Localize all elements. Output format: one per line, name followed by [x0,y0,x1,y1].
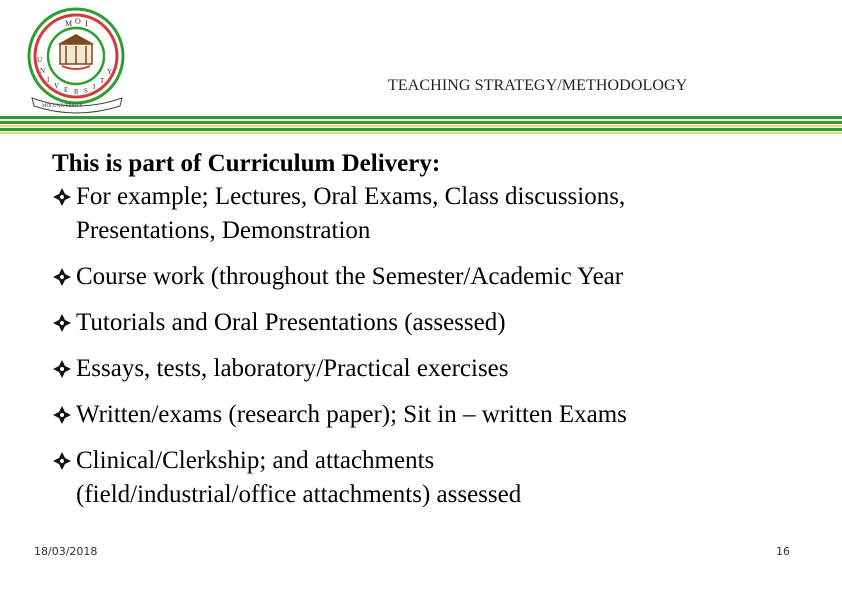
list-item [52,444,832,512]
svg-text:T: T [100,77,105,85]
bullet-text: Clinical/Clerkship; and attachments [76,447,435,474]
university-seal-icon [22,6,134,114]
svg-text:MOI UNIVERSITY: MOI UNIVERSITY [42,104,83,109]
bullet-text-continued: Presentations, Demonstration [76,217,371,244]
slide-content [52,147,832,512]
bullet-text: Course work (throughout the Semester/Academic Year [76,263,624,290]
list-item [52,352,832,386]
list-item [52,180,832,248]
list-item [52,260,832,294]
svg-text:S: S [84,87,88,95]
footer-date: 18/03/2018 [34,545,98,558]
svg-text:E: E [64,86,69,94]
svg-text:O: O [75,17,81,26]
svg-text:Y: Y [107,68,113,76]
list-item [52,306,832,340]
bullet-text: Written/exams (research paper); Sit in – written Exams [76,401,627,428]
bullet-text: Tutorials and Oral Presentations (assessed) [76,309,506,336]
svg-text:V: V [54,82,60,90]
bullet-list [52,180,832,512]
diamond-bullet-icon [52,187,72,207]
diamond-bullet-icon [52,451,72,471]
header-rule-green [0,121,842,124]
university-logo [22,6,134,114]
diamond-bullet-icon [52,313,72,333]
svg-text:U: U [37,56,43,64]
svg-text:I: I [47,76,50,84]
slide-heading: This is part of Curriculum Delivery: [52,150,441,177]
header-rule-green [0,116,842,119]
page-header-title: TEACHING STRATEGY/METHODOLOGY [388,77,688,94]
svg-text:M: M [65,19,73,28]
diamond-bullet-icon [52,267,72,287]
header-rule-yellow [0,125,842,127]
svg-text:R: R [74,88,79,96]
diamond-bullet-icon [52,359,72,379]
header-rule-yellow [0,132,842,134]
svg-text:N: N [40,67,46,75]
footer-page-number: 16 [776,545,790,558]
svg-text:I: I [93,83,96,91]
diamond-bullet-icon [52,405,72,425]
bullet-text-continued: (field/industrial/office attachments) assessed [76,481,522,508]
list-item [52,398,832,432]
svg-text:I: I [85,19,88,28]
bullet-text: For example; Lectures, Oral Exams, Class discussions, [76,183,626,210]
bullet-text: Essays, tests, laboratory/Practical exercises [76,355,509,382]
header-rule-green [0,128,842,131]
